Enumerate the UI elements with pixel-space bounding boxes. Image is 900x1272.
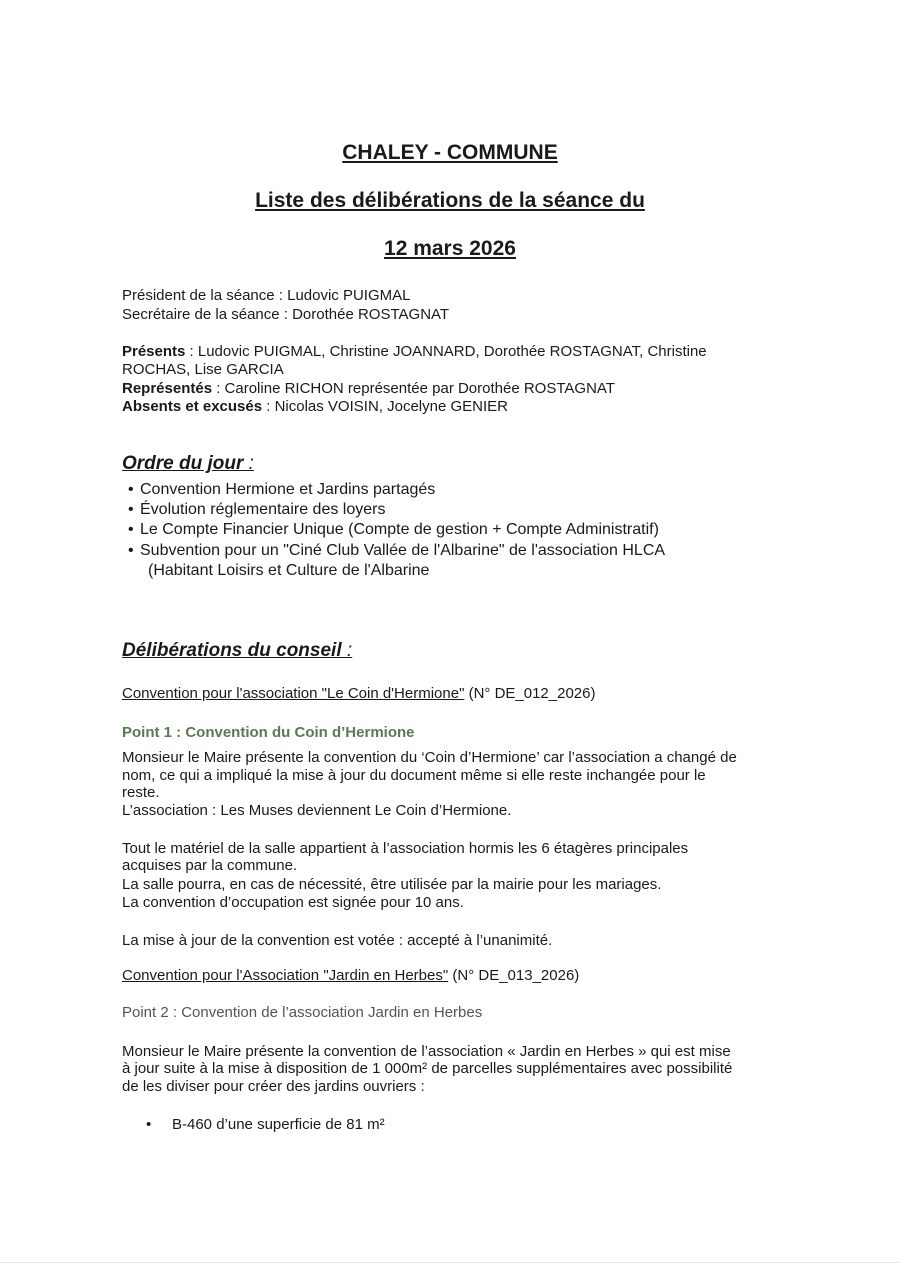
paragraph-line: L’association : Les Muses deviennent Le Coin d’Hermione. — [122, 802, 512, 819]
presents-line — [122, 343, 707, 360]
absent-line — [122, 398, 508, 415]
secretary-line: Secrétaire de la séance : Dorothée ROSTAGNAT — [122, 306, 450, 323]
presents-continuation: ROCHAS, Lise GARCIA — [122, 361, 284, 378]
point-2-heading: Point 2 : Convention de l’association Jardin en Herbes — [122, 1004, 483, 1021]
represented-line — [122, 380, 615, 397]
deliberation-2-title — [122, 967, 579, 984]
session-date: 12 mars 2026 — [384, 237, 516, 260]
agenda-item: • Le Compte Financier Unique (Compte de gestion + Compte Administratif) — [128, 521, 659, 538]
parcel-bullet — [146, 1116, 385, 1133]
deliberation-2-name: Convention pour l'Association "Jardin en Herbes" — [122, 967, 449, 984]
agenda-item-continuation: (Habitant Loisirs et Culture de l'Albarine — [148, 562, 430, 579]
presents-value: : Ludovic PUIGMAL, Christine JOANNARD, Dorothée ROSTAGNAT, Christine — [185, 343, 707, 360]
deliberation-1-ref: (N° DE_012_2026) — [464, 685, 596, 702]
deliberations-heading-colon: : — [341, 640, 353, 661]
paragraph-line: La salle pourra, en cas de nécessité, être utilisée par la mairie pour les mariages. — [122, 876, 662, 893]
paragraph-line: acquises par la commune. — [122, 857, 298, 874]
deliberations-heading-text: Délibérations du conseil — [122, 640, 342, 661]
deliberation-2-ref: (N° DE_013_2026) — [448, 967, 580, 984]
president-line: Président de la séance : Ludovic PUIGMAL — [122, 287, 411, 304]
paragraph-line: Tout le matériel de la salle appartient à l’association hormis les 6 étagères principales — [122, 840, 689, 857]
parcel-bullet-text: B-460 d’une superficie de 81 m² — [172, 1116, 385, 1133]
agenda-item: • Évolution réglementaire des loyers — [128, 501, 386, 518]
agenda-item: • Subvention pour un "Ciné Club Vallée de l'Albarine" de l'association HLCA — [128, 542, 666, 559]
paragraph-line: Monsieur le Maire présente la convention du ‘Coin d’Hermione’ car l’association a changé de — [122, 749, 737, 766]
paragraph-line: à jour suite à la mise à disposition de 1 000m² de parcelles supplémentaires avec possibilité — [122, 1060, 733, 1077]
paragraph-line: La convention d’occupation est signée pour 10 ans. — [122, 894, 464, 911]
page-divider — [0, 1262, 900, 1263]
paragraph-line: reste. — [122, 784, 160, 801]
presents-label: Présents — [122, 343, 186, 360]
agenda-heading-colon: : — [243, 453, 254, 474]
document-subtitle: Liste des délibérations de la séance du — [255, 189, 645, 212]
agenda-heading — [122, 453, 254, 475]
absent-label: Absents et excusés — [122, 398, 263, 415]
deliberation-1-title — [122, 685, 595, 702]
absent-value: : Nicolas VOISIN, Jocelyne GENIER — [262, 398, 508, 415]
represented-label: Représentés — [122, 380, 213, 397]
deliberations-heading — [122, 640, 352, 662]
paragraph-line: de les diviser pour créer des jardins ouvriers : — [122, 1078, 425, 1095]
bullet-icon: • — [146, 1116, 152, 1133]
deliberation-1-name: Convention pour l'association "Le Coin d'Hermione" — [122, 685, 465, 702]
paragraph-line: nom, ce qui a impliqué la mise à jour du document même si elle reste inchangée pour le — [122, 767, 706, 784]
agenda-item: • Convention Hermione et Jardins partagés — [128, 481, 436, 498]
point-1-heading: Point 1 : Convention du Coin d’Hermione — [122, 724, 415, 741]
commune-title: CHALEY - COMMUNE — [342, 141, 558, 164]
agenda-heading-text: Ordre du jour — [122, 453, 244, 474]
paragraph-line: Monsieur le Maire présente la convention de l’association « Jardin en Herbes » qui est mise — [122, 1043, 731, 1060]
represented-value: : Caroline RICHON représentée par Dorothée ROSTAGNAT — [212, 380, 615, 397]
vote-result: La mise à jour de la convention est votée : accepté à l’unanimité. — [122, 932, 553, 949]
